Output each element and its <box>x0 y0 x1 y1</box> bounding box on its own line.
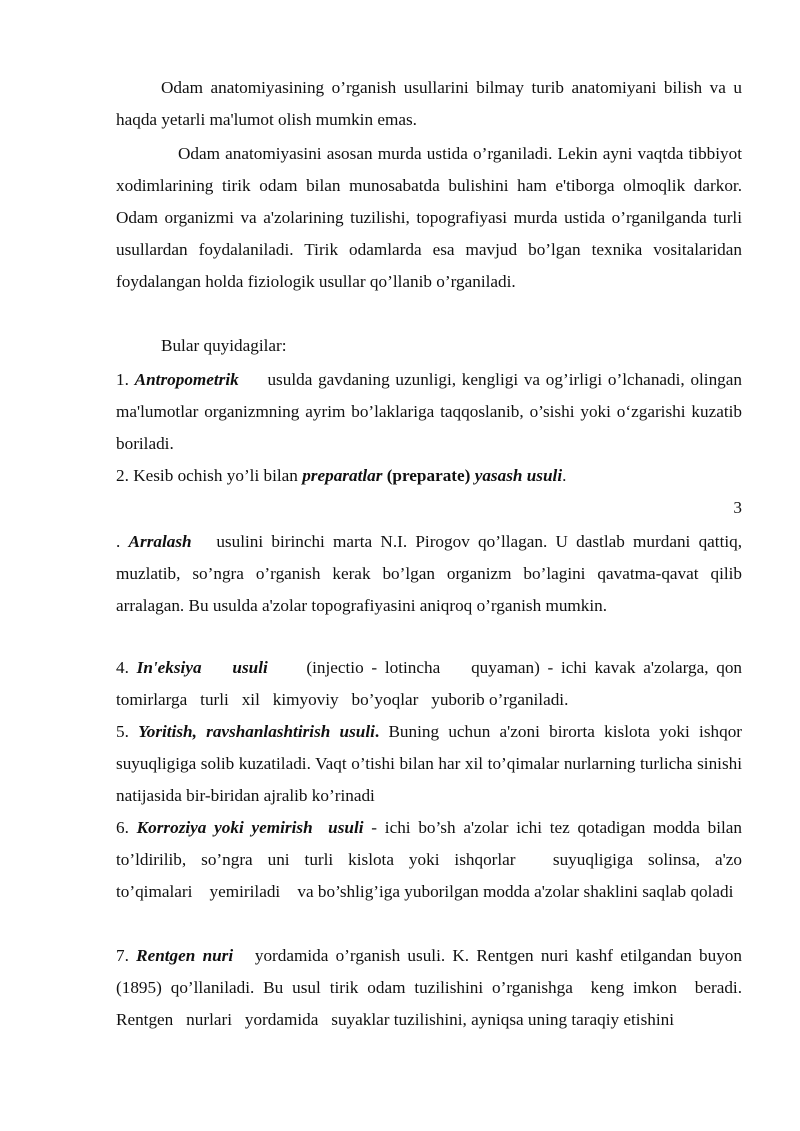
item-text: - ichi bo’sh a'zolar ichi tez qotadigan modda bilan to’ldirilib, so’ngra uni turli kislota yoki ishqorlar suyuqligiga solinsa, a'zo to’qimalari yemiriladi va bo’shlig’iga yuborilgan modda a'zolar shaklini saqlab qoladi <box>116 818 747 901</box>
item-number: 2. <box>116 466 134 485</box>
item-term-2: yasash usuli <box>474 466 563 485</box>
list-item-3 <box>116 526 747 622</box>
item-term: preparatlar <box>302 466 383 485</box>
item-number: 6. <box>116 818 137 837</box>
list-item-6 <box>116 812 747 908</box>
body-paragraph: Odam anatomiyasini asosan murda ustida o’rganiladi. Lekin ayni vaqtda tibbiyot xodimlarining tirik odam bilan munosabatda bulishini ham e'tiborga olmoqlik darkor. Odam organizmi va a'zolarining tuzilishi, topografiyasi murda ustida o’rganilganda turli usullardan foydalaniladi. Tirik odamlarda esa mavjud bo’lgan texnika vositalaridan foydalangan holda fiziologik usullar qo’llanib o’rganiladi. <box>116 144 742 291</box>
list-item-7 <box>116 940 751 1036</box>
item-term-dot: . <box>374 722 380 741</box>
list-item-5 <box>116 716 742 812</box>
item-term: Korroziya yoki yemirish usuli <box>136 818 364 837</box>
item-term-latin: (preparate) <box>382 466 475 485</box>
item-text: yordamida o’rganish usuli. K. Rentgen nuri kashf etilgandan buyon (1895) qo’llaniladi. Bu usul tirik odam tuzilishini o’rganishga keng imkon beradi. Rentgen nurlari yordamida suyaklar tuzilishini, ayniqsa uning taraqiy etishini <box>116 946 751 1029</box>
item-number: 4. <box>116 658 137 677</box>
list-item-4 <box>116 652 747 716</box>
item-term: Arralash <box>128 532 192 551</box>
item-text: Kesib ochish yo’li bilan <box>133 466 303 485</box>
intro-paragraph: Odam anatomiyasining o’rganish usullarini bilmay turib anatomiyani bilish va u haqda yetarli ma'lumot olish mumkin emas. <box>116 78 742 129</box>
item-term: Antropometrik <box>134 370 239 389</box>
item-text: usulda gavdaning uzunligi, kengligi va og’irligi o’lchanadi, olingan ma'lumotlar organizmning ayrim bo’laklariga taqqoslanib, o’sishi yoki o‘zgarishi kuzatib boriladi. <box>116 370 760 453</box>
list-item-2 <box>116 460 742 492</box>
item-term: Rentgen nuri <box>136 946 234 965</box>
list-intro: Bular quyidagilar: <box>161 336 287 355</box>
item-term: Yoritish, ravshanlashtirish usuli <box>138 722 375 741</box>
item-number: 5. <box>116 722 139 741</box>
item-text: usulini birinchi marta N.I. Pirogov qo’llagan. U dastlab murdani qattiq, muzlatib, so’ngra o’rganish kerak bo’lgan organizm bo’lagini qavatma-qavat qilib arralagan. Bu usulda a'zolar topografiyasini aniqroq o’rganish mumkin. <box>116 532 747 615</box>
item-number: 1. <box>116 370 135 389</box>
item-text: Buning uchun a'zoni birorta kislota yoki ishqor suyuqligiga solib kuzatiladi. Vaqt o’tishi bilan har xil to’qimalar nurlarning turlicha sinishi natijasida bir-biridan ajralib ko’rinadi <box>116 722 743 805</box>
item-number: 7. <box>116 946 137 965</box>
page-number: 3 <box>733 498 742 517</box>
list-item-1 <box>116 364 760 460</box>
item-text: (injectio - lotincha quyaman) - ichi kavak a'zolarga, qon tomirlarga turli xil kimyoviy bo’yoqlar yuborib o’rganiladi. <box>116 658 747 709</box>
item-term: In'eksiya usuli <box>136 658 268 677</box>
item-number: . <box>116 532 129 551</box>
item-text-end: . <box>562 466 567 485</box>
